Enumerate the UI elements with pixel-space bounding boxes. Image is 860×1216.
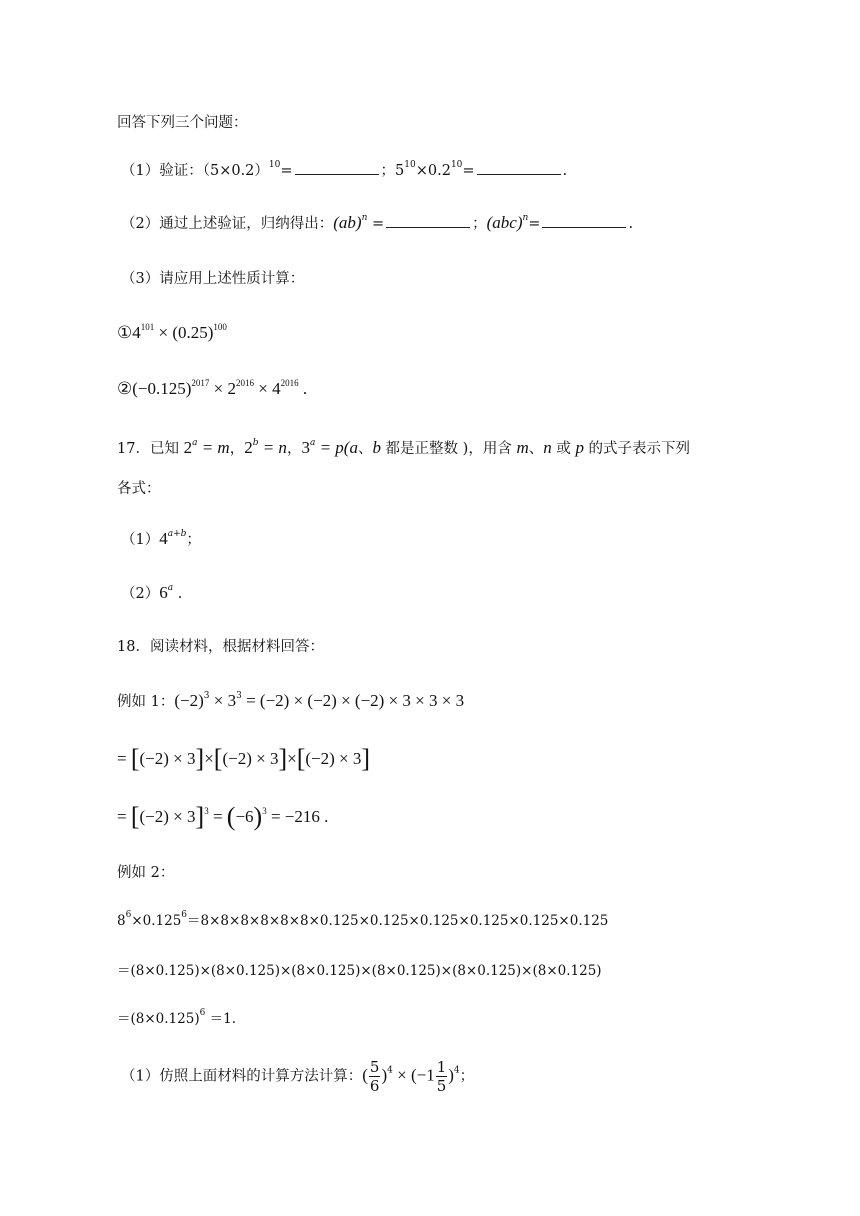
answer-blank-3[interactable] [386, 213, 470, 228]
problem-17: 17．已知 $2^a = m$，$2^b = n$，$3^a = p(a$、b 都是正整数 )，用含 m、n 或 p 的式子表示下列 [117, 438, 691, 457]
question-3: （3）请应用上述性质计算： [121, 271, 305, 287]
problem-17-part1: $(1)4^{a+b}$； [121, 529, 201, 548]
example-1-line1: 例如 1：$(-2)^3 \times 3^3 = (-2) \times (-2) \times (-2) \times 3 \times 3 \times 3$ [117, 691, 465, 710]
calc-1: $①4^{101} \times (0.25)^{100}$ [117, 322, 227, 342]
problem-18-title: 18．阅读材料，根据材料回答： [117, 639, 324, 655]
question-18-1: （1）仿照上面材料的计算方法计算：( $\frac{5}{6}$ )$^4$ × (−1 $\frac{1}{5}$ )$^4$； [121, 1058, 475, 1095]
example-1-line3: = $[(-2) \times 3]^3 = (-6)^3 = -216$ . [117, 802, 329, 831]
intro-text: 回答下列三个问题： [117, 115, 248, 131]
example-1-line2: = [(−2) × 3]×[(−2) × 3]×[(−2) × 3] [117, 744, 371, 773]
example-2-label: 例如 2： [117, 865, 175, 881]
answer-blank-2[interactable] [477, 160, 561, 175]
question-1: （1）验证：$(5\times 0.2)^{10}=$ ；$5^{10}\times 0.2^{10}=$ . [121, 160, 568, 179]
problem-17-part2: （2）6$^a$ . [121, 583, 183, 602]
problem-17-line2: 各式： [117, 481, 161, 497]
calc-2: $②(-0.125)^{2017} \times 2^{2016} \times 4^{2016}$ . [117, 378, 308, 398]
example-2-line1: $8^6\times 0.125^6=8\times 8\times 8\times 8\times 8\times 8\times 0.125\times 0.125\times 0.125\times 0.125\times 0.125\times 0.125$ [117, 910, 609, 929]
example-2-line3: $=(8\times 0.125)^6 =1$. [117, 1008, 236, 1027]
example-2-line2: ＝(8×0.125)×(8×0.125)×(8×0.125)×(8×0.125)×(8×0.125)×(8×0.125) [117, 963, 602, 979]
question-2: （2）通过上述验证，归纳得出：(ab)$^n$ = ；(abc)$^n$= . [121, 213, 634, 232]
answer-blank-4[interactable] [542, 213, 626, 228]
answer-blank-1[interactable] [295, 160, 379, 175]
